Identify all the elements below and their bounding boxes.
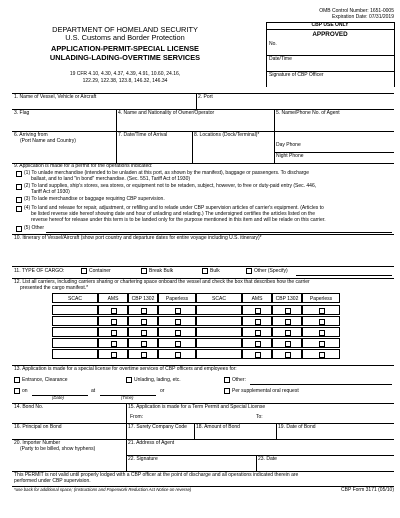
- approval-datetime-label: Date/Time: [269, 56, 292, 62]
- importer-number-label: 20. Importer Number: [14, 440, 61, 446]
- carrier-cell: [128, 327, 158, 337]
- expiration-date: Expiration Date: 07/31/2019: [332, 14, 394, 20]
- carrier-manifest-checkbox[interactable]: [285, 352, 291, 358]
- q9-opt1-text-a: (1) To unlade merchandise (intended to be unladen at this port, as shown by the manifest), baggage or passengers. To discharge: [24, 170, 309, 176]
- q9-opt2-checkbox[interactable]: [16, 184, 22, 190]
- carrier-cell: [302, 349, 340, 359]
- carrier-scac-field[interactable]: [52, 316, 98, 326]
- carrier-manifest-checkbox[interactable]: [111, 308, 117, 314]
- carrier-manifest-checkbox[interactable]: [111, 319, 117, 325]
- port-label: 2. Port: [198, 94, 213, 100]
- carrier-scac-field[interactable]: [196, 305, 242, 315]
- q13-intro: 13. Application is made for a special license for overtime services of CBP officers and employees for:: [14, 366, 237, 372]
- carrier-cell: [158, 349, 196, 359]
- form-number: CBP Form 3171 (05/10): [341, 487, 394, 493]
- additional-space-note: *use back for additional space; (Instructions and Paperwork Reduction Act Notice on reverse): [14, 487, 192, 492]
- cargo-break-bulk-label: Break Bulk: [149, 268, 174, 274]
- cfr-citations-line2: 122.29, 122.38, 123.8, 146.32, 146.34: [82, 78, 168, 84]
- carrier-header-cbp-1302: CBP 1302: [128, 293, 158, 303]
- carrier-scac-field[interactable]: [196, 349, 242, 359]
- carrier-manifest-checkbox[interactable]: [141, 308, 147, 314]
- carrier-manifest-checkbox[interactable]: [141, 319, 147, 325]
- signature-label: 22. Signature: [128, 456, 158, 462]
- cargo-container-checkbox[interactable]: [81, 268, 87, 274]
- approval-number-label: No.: [269, 41, 277, 47]
- ot-entrance-label: Entrance, Clearance: [22, 377, 68, 383]
- dept-name: DEPARTMENT OF HOMELAND SECURITY: [52, 25, 198, 34]
- carrier-manifest-checkbox[interactable]: [111, 341, 117, 347]
- carrier-cell: [272, 349, 302, 359]
- carrier-header-ams: AMS: [98, 293, 128, 303]
- carrier-manifest-checkbox[interactable]: [285, 308, 291, 314]
- permit-validity-text-b: performed under CBP supervision.: [14, 478, 91, 484]
- ot-supplemental-checkbox[interactable]: [224, 388, 230, 394]
- ot-at-label: at: [91, 388, 96, 394]
- carrier-manifest-checkbox[interactable]: [285, 319, 291, 325]
- owner-operator-label: 4. Name and Nationality of Owner/Operator: [118, 110, 215, 116]
- carrier-manifest-checkbox[interactable]: [255, 330, 261, 336]
- cbp-use-only-label: CBP USE ONLY: [311, 22, 349, 28]
- vessel-name-label: 1. Name of Vessel, Vehicle or Aircraft: [14, 94, 97, 100]
- locations-label: 8. Locations (Dock/Terminal)*: [194, 132, 260, 138]
- omb-control-number: OMB Control Number: 1651-0005: [319, 8, 394, 14]
- carrier-scac-field[interactable]: [52, 349, 98, 359]
- ot-unlading-checkbox[interactable]: [126, 377, 132, 383]
- night-phone-label: Night Phone: [276, 153, 304, 159]
- carrier-manifest-checkbox[interactable]: [285, 341, 291, 347]
- carrier-cell: [272, 327, 302, 337]
- arrival-datetime-label: 7. Date/Time of Arrival: [118, 132, 168, 138]
- q9-opt4-checkbox[interactable]: [16, 206, 22, 212]
- carrier-manifest-checkbox[interactable]: [255, 341, 261, 347]
- carrier-scac-field[interactable]: [196, 327, 242, 337]
- carrier-cell: [98, 316, 128, 326]
- q9-opt5-text: (5) Other: [24, 225, 45, 231]
- cargo-other-label: Other (Specify): [254, 268, 288, 274]
- carrier-cell: [302, 316, 340, 326]
- carrier-cell: [158, 316, 196, 326]
- agency-name: U.S. Customs and Border Protection: [65, 33, 185, 42]
- carrier-cell: [128, 316, 158, 326]
- q11-cargo-type-label: 11. TYPE OF CARGO:: [14, 268, 65, 274]
- carrier-cell: [98, 349, 128, 359]
- ot-date-caption: (Date): [52, 395, 64, 400]
- carrier-manifest-checkbox[interactable]: [319, 352, 325, 358]
- carrier-manifest-checkbox[interactable]: [319, 330, 325, 336]
- q9-opt1-text-b: ballast, and to land "in bond" merchandise. (Sec. 551, Tariff Act of 1930): [31, 176, 191, 182]
- term-from-label: From:: [130, 414, 144, 420]
- date-label: 23. Date: [258, 456, 277, 462]
- q9-opt3-checkbox[interactable]: [16, 197, 22, 203]
- carrier-cell: [242, 316, 272, 326]
- cargo-other-checkbox[interactable]: [246, 268, 252, 274]
- q9-opt2-text-a: (2) To land supplies, ship's stores, sea stores, or equipment not to be retaden, subject, however, to free or duty-paid entry (Sec. 446,: [24, 183, 317, 189]
- ot-other-line[interactable]: [250, 384, 392, 385]
- carrier-cell: [272, 316, 302, 326]
- carrier-header-paperless: Paperless: [158, 293, 196, 303]
- ot-other-checkbox[interactable]: [224, 377, 230, 383]
- carrier-scac-field[interactable]: [52, 305, 98, 315]
- carrier-manifest-checkbox[interactable]: [175, 308, 181, 314]
- cfr-citations-line1: 19 CFR 4.10, 4.30, 4.37, 4.39, 4.91, 10.60, 24.16,: [69, 71, 181, 77]
- q9-other-line[interactable]: [46, 232, 392, 233]
- arriving-from-sublabel: (Port Name and Country): [20, 138, 76, 144]
- carrier-manifest-checkbox[interactable]: [319, 341, 325, 347]
- q9-opt4-text-c: reverse hereof for release under this term is to be landed only for the purpose mentioned in this item and will be relade on this carrier.: [31, 217, 326, 223]
- carrier-manifest-checkbox[interactable]: [141, 341, 147, 347]
- carrier-cell: [98, 327, 128, 337]
- carrier-header-scac: SCAC: [52, 293, 98, 303]
- carrier-manifest-checkbox[interactable]: [175, 319, 181, 325]
- carrier-cell: [242, 305, 272, 315]
- carrier-table: [52, 293, 352, 363]
- carrier-manifest-checkbox[interactable]: [111, 352, 117, 358]
- term-to-label: To:: [256, 414, 263, 420]
- term-permit-label: 15. Application is made for a Term Permit and Special License: [128, 404, 266, 410]
- carrier-manifest-checkbox[interactable]: [285, 330, 291, 336]
- q9-opt4-text-a: (4) To land and release for repair, adjustment, or refilling and to relade under CBP supervision articles of carrier's equipment. (Articles to: [24, 205, 324, 211]
- cargo-bulk-label: Bulk: [210, 268, 220, 274]
- cbp-officer-signature-label: Signature of CBP Officer: [269, 72, 324, 78]
- carrier-scac-field[interactable]: [52, 338, 98, 348]
- carrier-header-ams: AMS: [242, 293, 272, 303]
- q12-text-b: presented the cargo manifest.*: [20, 285, 89, 291]
- carrier-manifest-checkbox[interactable]: [141, 330, 147, 336]
- carrier-manifest-checkbox[interactable]: [111, 330, 117, 336]
- form-title-line1: APPLICATION-PERMIT-SPECIAL LICENSE: [51, 44, 199, 53]
- carrier-manifest-checkbox[interactable]: [319, 319, 325, 325]
- flag-label: 3. Flag: [14, 110, 30, 116]
- bond-amount-label: 18. Amount of Bond: [196, 424, 240, 430]
- agent-address-label: 21. Address of Agent: [128, 440, 175, 446]
- carrier-cell: [128, 338, 158, 348]
- carrier-manifest-checkbox[interactable]: [255, 352, 261, 358]
- carrier-cell: [242, 327, 272, 337]
- carrier-cell: [272, 305, 302, 315]
- cargo-bulk-checkbox[interactable]: [202, 268, 208, 274]
- ot-supplemental-label: Per supplemental oral request: [232, 388, 299, 394]
- q9-intro: 9. Application is made for a permit for the operations indicated:: [14, 163, 153, 169]
- carrier-manifest-checkbox[interactable]: [255, 319, 261, 325]
- carrier-scac-field[interactable]: [196, 338, 242, 348]
- bond-date-label: 19. Date of Bond: [278, 424, 316, 430]
- q9-opt4-text-b: be listed reverse side hereof showing date and hour of unlading and relading.) The undersigned certifies the articles listed on the: [31, 211, 315, 217]
- carrier-scac-field[interactable]: [196, 316, 242, 326]
- q9-opt1-checkbox[interactable]: [16, 171, 22, 177]
- approved-label: APPROVED: [312, 31, 348, 38]
- carrier-cell: [302, 338, 340, 348]
- q9-opt5-checkbox[interactable]: [16, 226, 22, 232]
- carrier-cell: [158, 327, 196, 337]
- principal-on-bond-label: 16. Principal on Bond: [14, 424, 62, 430]
- carrier-cell: [272, 338, 302, 348]
- carrier-manifest-checkbox[interactable]: [319, 308, 325, 314]
- carrier-cell: [98, 338, 128, 348]
- carrier-manifest-checkbox[interactable]: [255, 308, 261, 314]
- importer-number-sublabel: (Party to be billed, show hyphens): [20, 446, 96, 452]
- carrier-manifest-checkbox[interactable]: [141, 352, 147, 358]
- ot-unlading-label: Unlading, lading, etc.: [134, 377, 181, 383]
- q10-itinerary-label: 10. Itinerary of Vessel/Aircraft (show port country and departure dates for entire voyage including U.S. itinerary)*: [14, 235, 262, 241]
- carrier-header-cbp-1302: CBP 1302: [272, 293, 302, 303]
- carrier-scac-field[interactable]: [52, 327, 98, 337]
- bond-number-label: 14. Bond No.: [14, 404, 44, 410]
- carrier-manifest-checkbox[interactable]: [175, 341, 181, 347]
- carrier-cell: [158, 338, 196, 348]
- arriving-from-label: 6. Arriving from: [14, 132, 48, 138]
- carrier-cell: [128, 305, 158, 315]
- ot-on-checkbox[interactable]: [14, 388, 20, 394]
- day-phone-label: Day Phone: [276, 142, 301, 148]
- q9-opt3-text: (3) To lade merchandise or baggage requiring CBP supervision.: [24, 196, 165, 202]
- ot-time-caption: (Time): [121, 395, 134, 400]
- carrier-cell: [98, 305, 128, 315]
- ot-or-label: or: [160, 388, 165, 394]
- carrier-cell: [158, 305, 196, 315]
- surety-code-label: 17. Surety Company Code: [128, 424, 187, 430]
- carrier-cell: [302, 327, 340, 337]
- carrier-cell: [242, 338, 272, 348]
- agent-name-phone-label: 5. Name/Phone No. of Agent: [276, 110, 340, 116]
- carrier-header-paperless: Paperless: [302, 293, 340, 303]
- permit-validity-text-a: This PERMIT is not valid until properly lodged with a CBP officer at the point of discharge and all operations indicated therein are: [14, 472, 299, 478]
- cargo-container-label: Container: [89, 268, 111, 274]
- carrier-manifest-checkbox[interactable]: [175, 330, 181, 336]
- carrier-header-scac: SCAC: [196, 293, 242, 303]
- ot-other-label: Other:: [232, 377, 246, 383]
- cargo-break-bulk-checkbox[interactable]: [141, 268, 147, 274]
- ot-on-label: on: [22, 388, 28, 394]
- carrier-cell: [128, 349, 158, 359]
- cargo-other-specify-line[interactable]: [296, 275, 392, 276]
- carrier-cell: [242, 349, 272, 359]
- carrier-cell: [302, 305, 340, 315]
- carrier-manifest-checkbox[interactable]: [175, 352, 181, 358]
- form-title-line2: UNLADING-LADING-OVERTIME SERVICES: [49, 53, 201, 62]
- q12-text-a: 12. List all carriers, including carriers sharing or chartering space onboard the vessel and check the box that describes how the carrier: [14, 279, 310, 285]
- ot-entrance-checkbox[interactable]: [14, 377, 20, 383]
- q9-opt2-text-b: Tariff Act of 1930): [31, 189, 70, 195]
